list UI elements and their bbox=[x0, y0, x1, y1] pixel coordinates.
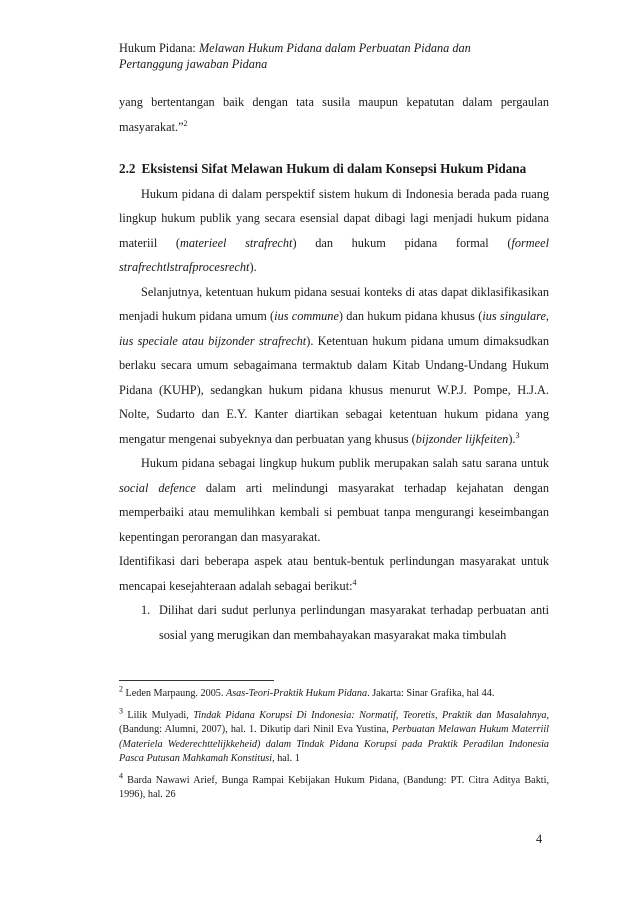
footnote-text: Leden Marpaung. 2005. bbox=[123, 688, 226, 699]
para2-italic-term: ius commune bbox=[274, 309, 339, 323]
footnote-text: , (Bandung: Alumni, 2007), hal. 1. Dikutip dari Ninil Eva Yustina, bbox=[119, 709, 549, 735]
para1-italic-term: formeel strafrechtlstrafprocesrecht bbox=[119, 235, 550, 274]
paragraph-4 bbox=[119, 549, 549, 598]
list-marker: 1. bbox=[141, 603, 151, 617]
footnote-text: , hal. 1 bbox=[272, 753, 300, 764]
para2-text: Selanjutnya, ketentuan hukum pidana sesuai konteks di atas dapat diklasifikasikan menjadi hukum pidana umum ( bbox=[119, 284, 549, 323]
header-title-plain: Hukum Pidana: bbox=[119, 41, 199, 55]
footnote-text: Barda Nawawi Arief, Bunga Rampai Kebijakan Hukum Pidana, (Bandung: PT. Citra Aditya Bakti, 1996), hal. 26 bbox=[119, 774, 549, 800]
footnotes bbox=[119, 684, 549, 810]
footnote-italic-title: Tindak Pidana Korupsi Di Indonesia: Normatif, Teoretis, Praktik dan Masalahnya bbox=[193, 709, 547, 721]
footnote-italic-title: Perbuatan Melawan Hukum Materriil (Materiela Wederechttelijkkeheid) dalam Tindak Pidana Korupsi pada Praktik Peradilan Indonesia Pasca Putusan Mahkamah Konstitusi bbox=[119, 724, 549, 764]
section-title: Eksistensi Sifat Melawan Hukum di dalam Konsepsi Hukum Pidana bbox=[141, 161, 527, 176]
para2-italic-term: bijzonder lijkfeiten bbox=[415, 431, 509, 446]
section-number: 2.2 bbox=[119, 161, 136, 176]
header-title-italic-line2: Pertanggung jawaban Pidana bbox=[119, 57, 268, 71]
para2-text: ). Ketentuan hukum pidana umum dimaksudkan berlaku secara umum sebagaimana termaktub dalam Kitab Undang-Undang Hukum Pidana (KUHP), sedangkan hukum pidana khusus menurut W.P.J. Pompe, H.J.A. Nolte, Sudarto dan E.Y. Kanter diartikan sebagai ketentuan hukum pidana yang mengatur mengenai subyeknya dan perbuatan yang khusus ( bbox=[119, 333, 549, 446]
paragraph-2 bbox=[119, 280, 549, 452]
paragraph-3 bbox=[119, 451, 549, 549]
para3-italic-term: social defence bbox=[119, 480, 196, 495]
para1-text: ) dan hukum pidana formal ( bbox=[292, 235, 512, 250]
footnote-text: . Jakarta: Sinar Grafika, hal 44. bbox=[367, 688, 495, 699]
list-item bbox=[119, 598, 549, 647]
footnote-ref-3[interactable]: 3 bbox=[515, 430, 520, 440]
footnote-text: Lilik Mulyadi, bbox=[123, 709, 194, 721]
para2-italic-term: ius singulare, ius speciale atau bijzonder strafrecht bbox=[119, 309, 550, 348]
para4-text: Identifikasi dari beberapa aspek atau bentuk-bentuk perlindungan masyarakat untuk mencapai kesejahteraan adalah sebagai berikut: bbox=[119, 554, 549, 593]
list-item-text: Dilihat dari sudut perlunya perlindungan masyarakat terhadap perbuatan anti sosial yang merugikan dan membahayakan masyarakat maka timbulah bbox=[159, 603, 549, 642]
intro-paragraph bbox=[119, 90, 549, 139]
para1-text: Hukum pidana di dalam perspektif sistem hukum di Indonesia berada pada ruang lingkup hukum publik yang secara esensial dapat dibagi lagi menjadi hukum pidana materiil ( bbox=[119, 186, 549, 250]
footnote-separator bbox=[119, 680, 274, 681]
footnote-4 bbox=[119, 771, 549, 803]
footnote-3 bbox=[119, 706, 549, 767]
header-title-italic: Melawan Hukum Pidana dalam Perbuatan Pidana dan bbox=[198, 41, 471, 55]
para1-text: ). bbox=[249, 260, 257, 274]
para2-text: ). bbox=[508, 431, 516, 446]
para1-italic-term: materieel strafrecht bbox=[180, 235, 293, 250]
body-text bbox=[119, 90, 549, 647]
footnote-number: 4 bbox=[119, 771, 123, 781]
para3-text: Hukum pidana sebagai lingkup hukum publik merupakan salah satu sarana untuk bbox=[141, 456, 549, 470]
para3-text: dalam arti melindungi masyarakat terhadap kejahatan dengan memperbaiki atau memulihkan kembali si pembuat tanpa mengurangi keseimbangan kepentingan perorangan dan masyarakat. bbox=[119, 480, 549, 544]
footnote-italic-title: Asas-Teori-Praktik Hukum Pidana bbox=[225, 688, 368, 699]
footnote-2 bbox=[119, 684, 549, 702]
footnote-ref-2[interactable]: 2 bbox=[183, 118, 188, 128]
intro-text: yang bertentangan baik dengan tata susila maupun kepatutan dalam pergaulan masyarakat.” bbox=[119, 95, 549, 134]
page-number: 4 bbox=[536, 832, 543, 846]
footnote-ref-4[interactable]: 4 bbox=[352, 577, 357, 587]
paragraph-1 bbox=[119, 182, 549, 280]
running-header bbox=[119, 40, 549, 72]
footnote-number: 3 bbox=[119, 706, 123, 716]
section-heading bbox=[119, 157, 549, 182]
para2-text: ) dan hukum pidana khusus ( bbox=[338, 309, 483, 323]
footnote-number: 2 bbox=[119, 684, 123, 694]
